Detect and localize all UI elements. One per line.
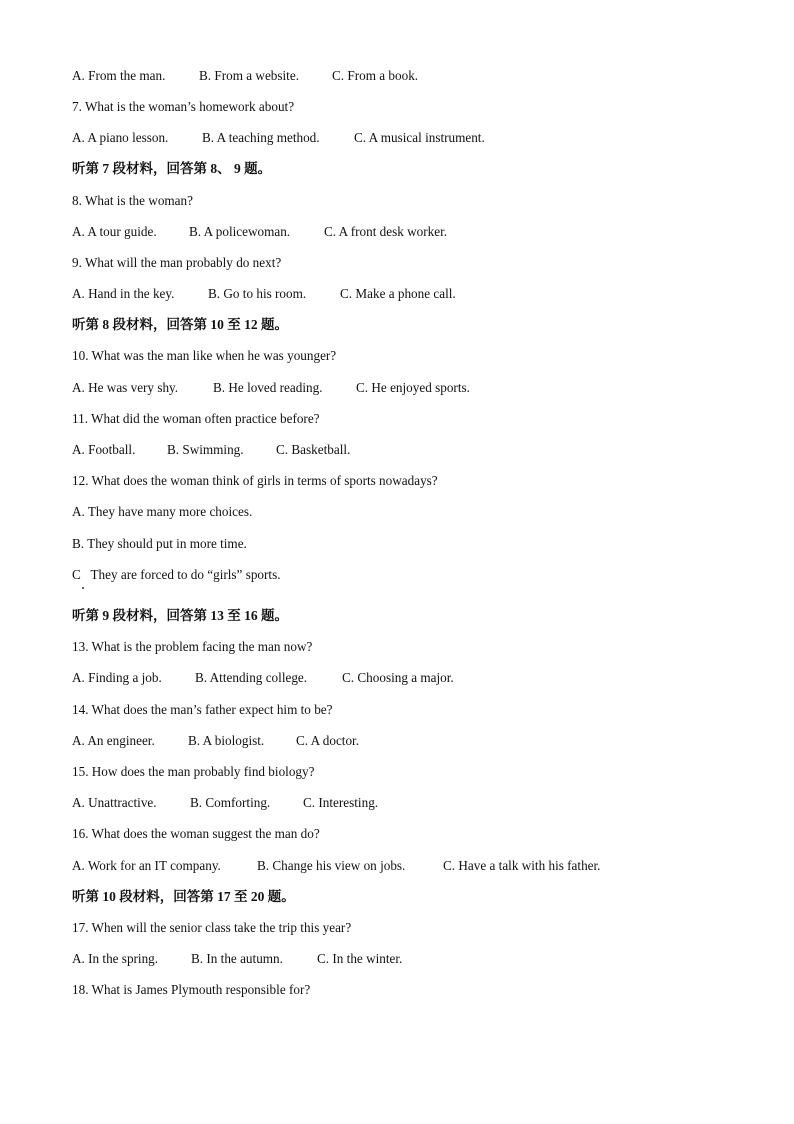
question-9: 9. What will the man probably do next? — [72, 255, 282, 270]
section-heading-7: 听第 7 段材料，回答第 8、 9 题。 — [72, 161, 272, 176]
option-c: C. He enjoyed sports. — [356, 380, 470, 395]
option-c: C. Choosing a major. — [342, 670, 454, 685]
option-c: C. A musical instrument. — [354, 130, 485, 145]
options-q8 — [72, 224, 447, 240]
options-q14 — [72, 733, 359, 749]
section-heading-10: 听第 10 段材料，回答第 17 至 20 题。 — [72, 889, 295, 904]
option-c: C. Basketball. — [276, 442, 351, 457]
option-b: B. From a website. — [199, 68, 299, 83]
options-q15 — [72, 795, 378, 811]
option-a: A. Work for an IT company. — [72, 858, 221, 873]
question-18: 18. What is James Plymouth responsible for? — [72, 982, 311, 997]
option-c: C. A doctor. — [296, 733, 360, 748]
option-b: B. Swimming. — [167, 442, 244, 457]
options-q7 — [72, 130, 485, 146]
option-b: B. A policewoman. — [189, 224, 291, 239]
question-13: 13. What is the problem facing the man now? — [72, 639, 313, 654]
option-b: B. Comforting. — [190, 795, 271, 810]
question-7: 7. What is the woman’s homework about? — [72, 99, 295, 114]
option-b: B. He loved reading. — [213, 380, 323, 395]
option-b: B. Go to his room. — [208, 286, 307, 301]
option-c: C. In the winter. — [317, 951, 403, 966]
option-12a: A. They have many more choices. — [72, 504, 253, 519]
option-c: C. From a book. — [332, 68, 419, 83]
options-q17 — [72, 951, 402, 967]
option-12b: B. They should put in more time. — [72, 536, 247, 551]
option-b: B. A teaching method. — [202, 130, 320, 145]
options-q16 — [72, 858, 600, 874]
option-b: B. Change his view on jobs. — [257, 858, 406, 873]
options-q6 — [72, 68, 418, 84]
section-heading-8: 听第 8 段材料，回答第 10 至 12 题。 — [72, 317, 288, 332]
option-12c: C They are forced to do “girls” sports. — [72, 567, 281, 582]
question-14: 14. What does the man’s father expect him to be? — [72, 702, 333, 717]
option-c: C. Make a phone call. — [340, 286, 456, 301]
question-15: 15. How does the man probably find biology? — [72, 764, 315, 779]
option-b: B. A biologist. — [188, 733, 265, 748]
question-8: 8. What is the woman? — [72, 193, 193, 208]
option-a: A. In the spring. — [72, 951, 159, 966]
option-c: C. A front desk worker. — [324, 224, 448, 239]
option-a: A. Football. — [72, 442, 136, 457]
option-a: A. Finding a job. — [72, 670, 162, 685]
option-a: A. A tour guide. — [72, 224, 157, 239]
option-a: A. He was very shy. — [72, 380, 179, 395]
options-q10 — [72, 380, 470, 396]
option-a: A. An engineer. — [72, 733, 155, 748]
option-c: C. Interesting. — [303, 795, 379, 810]
options-q9 — [72, 286, 456, 302]
question-12: 12. What does the woman think of girls in terms of sports nowadays? — [72, 473, 438, 488]
options-q11 — [72, 442, 350, 458]
option-a: A. A piano lesson. — [72, 130, 169, 145]
question-17: 17. When will the senior class take the trip this year? — [72, 920, 352, 935]
question-10: 10. What was the man like when he was younger? — [72, 348, 337, 363]
option-b: B. Attending college. — [195, 670, 308, 685]
option-a: A. From the man. — [72, 68, 166, 83]
options-q13 — [72, 670, 454, 686]
option-a: A. Unattractive. — [72, 795, 157, 810]
section-heading-9: 听第 9 段材料，回答第 13 至 16 题。 — [72, 608, 288, 623]
stray-dot — [82, 587, 84, 589]
question-16: 16. What does the woman suggest the man do? — [72, 826, 320, 841]
option-a: A. Hand in the key. — [72, 286, 175, 301]
question-11: 11. What did the woman often practice before? — [72, 411, 320, 426]
option-c: C. Have a talk with his father. — [443, 858, 601, 873]
option-b: B. In the autumn. — [191, 951, 283, 966]
